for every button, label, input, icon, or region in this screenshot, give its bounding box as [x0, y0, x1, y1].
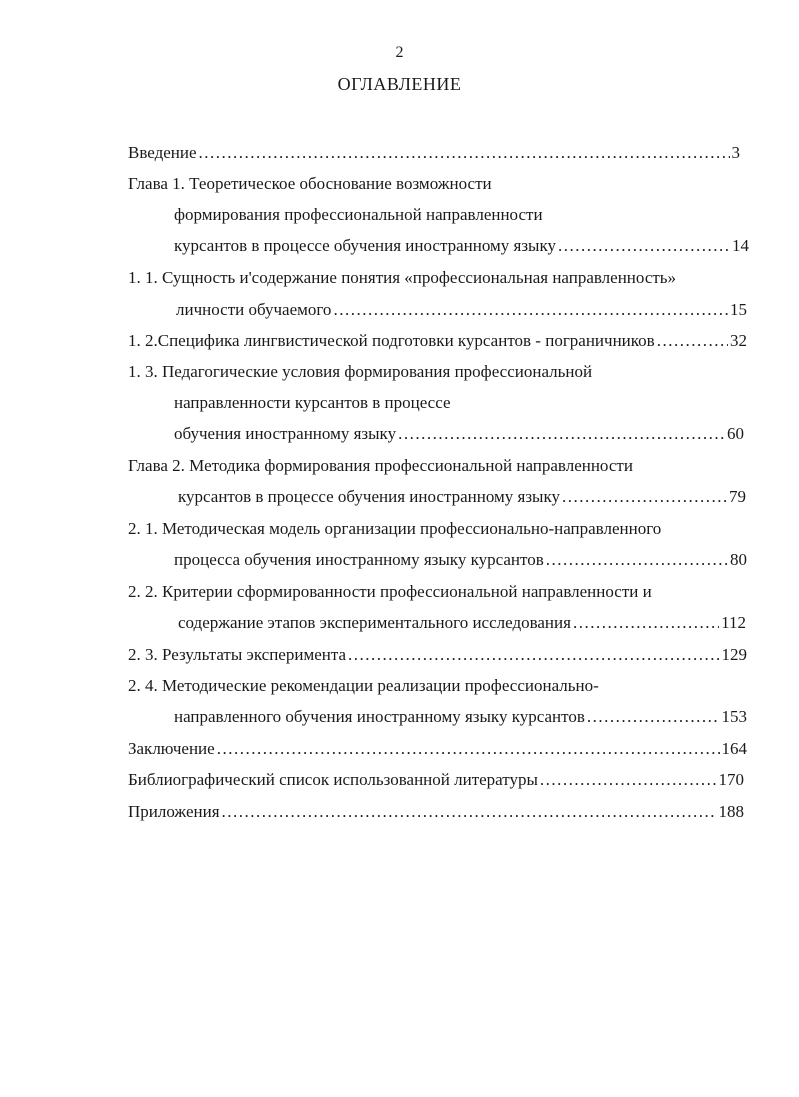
toc-entry-title: курсантов в процессе обучения иностранному языку: [174, 236, 556, 255]
toc-entry-conclusion: [128, 734, 747, 764]
toc-entry-title: курсантов в процессе обучения иностранному языку: [178, 487, 560, 506]
toc-entry-title: Приложения: [128, 802, 220, 821]
toc-leader-dots: [546, 545, 728, 575]
toc-entry-title: направленности курсантов в процессе: [174, 393, 451, 412]
toc-page-number: 32: [730, 331, 747, 350]
toc-leader-dots: [562, 482, 727, 512]
toc-entry-title: 2. 4. Методические рекомендации реализации профессионально-: [128, 676, 599, 695]
toc-page-number: 170: [718, 770, 744, 789]
toc-page-number: 188: [718, 802, 744, 821]
toc-entry-title: содержание этапов экспериментального исследования: [178, 613, 571, 632]
toc-page-number: 3: [731, 143, 740, 162]
toc-entry-section-2-4-end: [174, 702, 747, 732]
toc-entry-title: Введение: [128, 143, 197, 162]
toc-entry-title: Библиографический список использованной литературы: [128, 770, 538, 789]
toc-page-number: 112: [721, 613, 746, 632]
toc-entry-title: направленного обучения иностранному языку курсантов: [174, 707, 585, 726]
toc-entry-section-2-3: [128, 640, 747, 670]
toc-page-number: 14: [732, 236, 749, 255]
toc-entry-section-1-3-end: [174, 419, 744, 449]
page-title: ОГЛАВЛЕНИЕ: [337, 74, 462, 94]
toc-page-number: 60: [727, 424, 744, 443]
toc-entry-chapter-2: [128, 451, 633, 481]
toc-page-number: 15: [730, 300, 747, 319]
toc-entry-section-2-2-end: [178, 608, 746, 638]
toc-entry-title: 2. 3. Результаты эксперимента: [128, 645, 347, 664]
toc-entry-title: 2. 2. Критерии сформированности профессиональной направленности и: [128, 582, 652, 601]
toc-entry-chapter-1-end: [174, 231, 749, 261]
toc-entry-section-1-1: [128, 263, 676, 293]
page-number: 2: [395, 44, 404, 61]
toc-leader-dots: [348, 640, 719, 670]
toc-entry-title: личности обучаемого: [176, 300, 332, 319]
toc-entry-section-2-2: [128, 577, 652, 607]
toc-leader-dots: [540, 765, 717, 795]
toc-entry-chapter-1-cont: [174, 200, 543, 230]
toc-leader-dots: [199, 138, 730, 168]
toc-entry-section-1-2: [128, 326, 747, 356]
toc-leader-dots: [573, 608, 719, 638]
toc-leader-dots: [333, 295, 728, 325]
toc-entry-introduction: [128, 138, 740, 168]
toc-entry-section-2-1: [128, 514, 661, 544]
toc-leader-dots: [222, 797, 717, 827]
toc-entry-section-1-3-cont: [174, 388, 451, 418]
toc-page-number: 153: [721, 707, 747, 726]
toc-entry-section-2-1-end: [174, 545, 747, 575]
toc-page-number: 79: [729, 487, 746, 506]
toc-page-number: 164: [721, 739, 747, 758]
toc-leader-dots: [587, 702, 720, 732]
toc-entry-title: формирования профессиональной направленности: [174, 205, 543, 224]
toc-entry-section-1-3: [128, 357, 592, 387]
toc-page-number: 129: [721, 645, 747, 664]
toc-entry-title: Глава 1. Теоретическое обоснование возможности: [128, 174, 492, 193]
toc-leader-dots: [558, 231, 730, 261]
toc-entry-bibliography: [128, 765, 744, 795]
toc-leader-dots: [217, 734, 720, 764]
toc-entry-title: процесса обучения иностранному языку курсантов: [174, 550, 544, 569]
toc-leader-dots: [398, 419, 725, 449]
toc-leader-dots: [657, 326, 728, 356]
toc-page-number: 80: [730, 550, 747, 569]
toc-entry-title: 1. 3. Педагогические условия формирования профессиональной: [128, 362, 593, 381]
toc-entry-title: Заключение: [128, 739, 215, 758]
toc-entry-title: 2. 1. Методическая модель организации профессионально-направленного: [128, 519, 662, 538]
toc-entry-appendices: [128, 797, 744, 827]
toc-entry-chapter-2-end: [178, 482, 746, 512]
toc-entry-title: Глава 2. Методика формирования профессиональной направленности: [128, 456, 633, 475]
toc-entry-section-2-4: [128, 671, 599, 701]
toc-entry-title: 1. 2.Специфика лингвистической подготовки курсантов - пограничников: [128, 331, 655, 350]
toc-entry-section-1-1-end: [176, 295, 747, 325]
toc-entry-title: обучения иностранному языку: [174, 424, 397, 443]
toc-entry-title: 1. 1. Сущность и'содержание понятия «профессиональная направленность»: [128, 268, 677, 287]
toc-entry-chapter-1: [128, 169, 492, 199]
